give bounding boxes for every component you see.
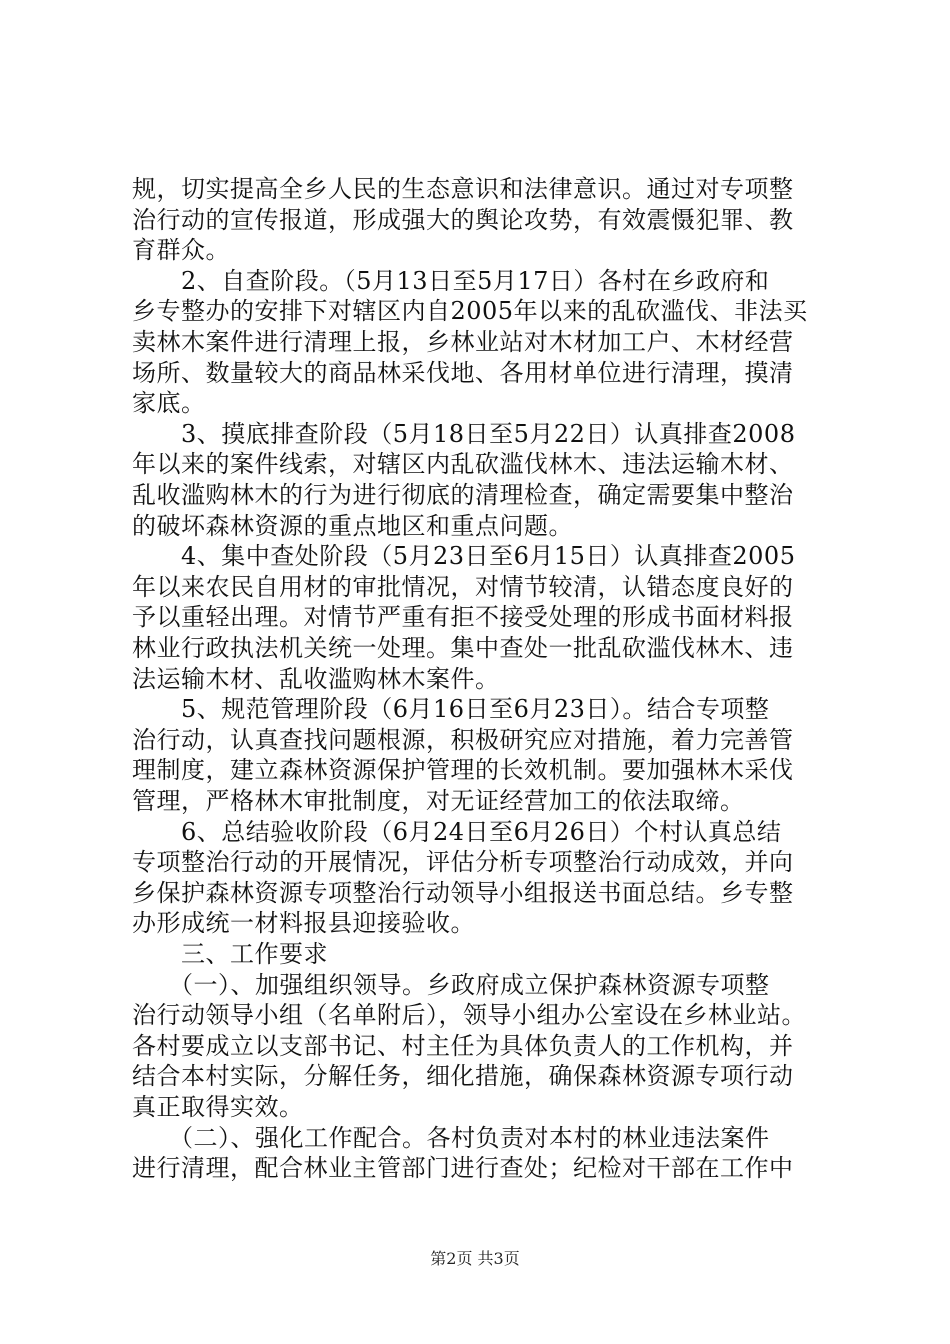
text-line: 5、规范管理阶段（6月16日至6月23日）。结合专项整 — [132, 695, 770, 723]
text-line: 结合本村实际，分解任务，细化措施，确保森林资源专项行动 — [132, 1062, 794, 1090]
text-line: 予以重轻出理。对情节严重有拒不接受处理的形成书面材料报 — [132, 603, 794, 631]
text-line: 治行动的宣传报道，形成强大的舆论攻势，有效震慑犯罪、教 — [132, 206, 794, 234]
text-line: 场所、数量较大的商品林采伐地、各用材单位进行清理，摸清 — [132, 359, 794, 387]
text-line: 治行动领导小组（名单附后），领导小组办公室设在乡林业站。 — [132, 1001, 806, 1029]
text-line: 乡专整办的安排下对辖区内自2005年以来的乱砍滥伐、非法买 — [132, 297, 808, 325]
text-line: 真正取得实效。 — [132, 1093, 304, 1121]
text-line: 各村要成立以支部书记、村主任为具体负责人的工作机构，并 — [132, 1032, 794, 1060]
text-line: 年以来农民自用材的审批情况，对情节较清，认错态度良好的 — [132, 573, 794, 601]
text-line: 3、摸底排查阶段（5月18日至5月22日）认真排查2008 — [132, 420, 796, 448]
text-line: 年以来的案件线索，对辖区内乱砍滥伐林木、违法运输木材、 — [132, 450, 794, 478]
text-line: 乡保护森林资源专项整治行动领导小组报送书面总结。乡专整 — [132, 879, 794, 907]
text-line: （一）、加强组织领导。乡政府成立保护森林资源专项整 — [132, 971, 770, 999]
page-footer: 第2页 共3页 — [430, 1249, 520, 1268]
text-line: 法运输木材、乱收滥购林木案件。 — [132, 665, 500, 693]
text-line: 6、总结验收阶段（6月24日至6月26日）个村认真总结 — [132, 818, 782, 846]
text-line: 2、自查阶段。（5月13日至5月17日）各村在乡政府和 — [132, 267, 770, 295]
text-line: 理制度，建立森林资源保护管理的长效机制。要加强林木采伐 — [132, 756, 794, 784]
text-line: 家底。 — [132, 389, 206, 417]
text-line: 规，切实提高全乡人民的生态意识和法律意识。通过对专项整 — [132, 175, 794, 203]
text-line: 育群众。 — [132, 236, 230, 264]
text-line: 管理，严格林木审批制度，对无证经营加工的依法取缔。 — [132, 787, 745, 815]
text-line: （二）、强化工作配合。各村负责对本村的林业违法案件 — [132, 1124, 770, 1152]
text-line: 办形成统一材料报县迎接验收。 — [132, 909, 475, 937]
text-line: 的破坏森林资源的重点地区和重点问题。 — [132, 512, 573, 540]
text-line: 4、集中查处阶段（5月23日至6月15日）认真排查2005 — [132, 542, 796, 570]
text-line: 乱收滥购林木的行为进行彻底的清理检查，确定需要集中整治 — [132, 481, 794, 509]
text-line: 卖林木案件进行清理上报，乡林业站对木材加工户、木材经营 — [132, 328, 794, 356]
text-line: 专项整治行动的开展情况，评估分析专项整治行动成效，并向 — [132, 848, 794, 876]
text-line: 三、工作要求 — [132, 940, 328, 968]
text-line: 林业行政执法机关统一处理。集中查处一批乱砍滥伐林木、违 — [132, 634, 794, 662]
text-line: 进行清理，配合林业主管部门进行查处；纪检对干部在工作中 — [132, 1154, 794, 1182]
text-line: 治行动，认真查找问题根源，积极研究应对措施，着力完善管 — [132, 726, 794, 754]
